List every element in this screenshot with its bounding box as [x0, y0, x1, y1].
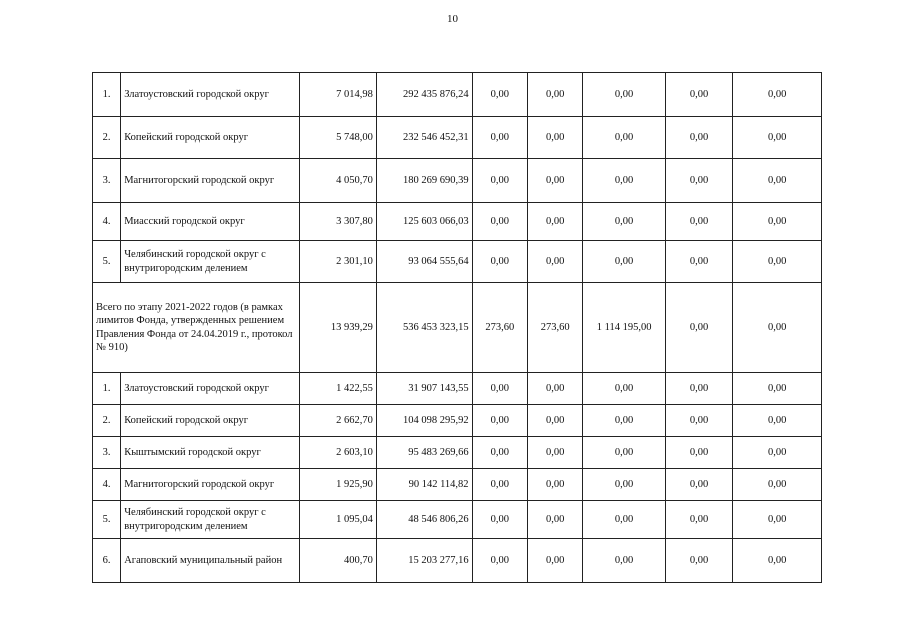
value-col-2: 0,00 — [527, 501, 582, 539]
value-col-2: 0,00 — [527, 539, 582, 583]
value-col-3: 0,00 — [583, 405, 666, 437]
cost-value: 15 203 277,16 — [376, 539, 472, 583]
cost-value: 180 269 690,39 — [376, 159, 472, 203]
value-col-5: 0,00 — [733, 405, 822, 437]
row-number: 3. — [93, 437, 121, 469]
value-col-4: 0,00 — [665, 405, 732, 437]
row-number: 2. — [93, 405, 121, 437]
municipality-name: Челябинский городской округ с внутригородским делением — [121, 501, 300, 539]
value-col-5: 0,00 — [733, 203, 822, 241]
value-col-2: 0,00 — [527, 373, 582, 405]
value-col-5: 0,00 — [733, 501, 822, 539]
value-col-2: 0,00 — [527, 437, 582, 469]
value-col-1: 0,00 — [472, 539, 527, 583]
row-number: 5. — [93, 501, 121, 539]
summary-col-1: 273,60 — [472, 283, 527, 373]
cost-value: 93 064 555,64 — [376, 241, 472, 283]
value-col-4: 0,00 — [665, 203, 732, 241]
table-row — [93, 159, 822, 203]
municipality-name: Челябинский городской округ с внутригородским делением — [121, 241, 300, 283]
table-row — [93, 203, 822, 241]
municipality-name: Магнитогорский городской округ — [121, 469, 300, 501]
value-col-5: 0,00 — [733, 117, 822, 159]
value-col-3: 0,00 — [583, 539, 666, 583]
value-col-1: 0,00 — [472, 241, 527, 283]
value-col-4: 0,00 — [665, 437, 732, 469]
area-value: 1 095,04 — [300, 501, 377, 539]
value-col-1: 0,00 — [472, 405, 527, 437]
area-value: 3 307,80 — [300, 203, 377, 241]
cost-value: 95 483 269,66 — [376, 437, 472, 469]
page-number: 10 — [447, 13, 458, 25]
area-value: 2 603,10 — [300, 437, 377, 469]
municipality-name: Кыштымский городской округ — [121, 437, 300, 469]
summary-row — [93, 283, 822, 373]
cost-value: 232 546 452,31 — [376, 117, 472, 159]
value-col-5: 0,00 — [733, 539, 822, 583]
row-number: 3. — [93, 159, 121, 203]
value-col-3: 0,00 — [583, 501, 666, 539]
value-col-5: 0,00 — [733, 437, 822, 469]
cost-value: 104 098 295,92 — [376, 405, 472, 437]
table-row — [93, 117, 822, 159]
cost-value: 31 907 143,55 — [376, 373, 472, 405]
value-col-3: 0,00 — [583, 469, 666, 501]
area-value: 400,70 — [300, 539, 377, 583]
value-col-3: 0,00 — [583, 159, 666, 203]
value-col-1: 0,00 — [472, 469, 527, 501]
row-number: 1. — [93, 73, 121, 117]
municipality-funding-table — [92, 72, 822, 583]
cost-value: 48 546 806,26 — [376, 501, 472, 539]
value-col-4: 0,00 — [665, 539, 732, 583]
value-col-1: 0,00 — [472, 437, 527, 469]
table-row — [93, 405, 822, 437]
value-col-3: 0,00 — [583, 373, 666, 405]
area-value: 2 301,10 — [300, 241, 377, 283]
value-col-2: 0,00 — [527, 405, 582, 437]
municipality-name: Златоустовский городской округ — [121, 373, 300, 405]
summary-area: 13 939,29 — [300, 283, 377, 373]
cost-value: 125 603 066,03 — [376, 203, 472, 241]
area-value: 1 925,90 — [300, 469, 377, 501]
municipality-name: Златоустовский городской округ — [121, 73, 300, 117]
value-col-5: 0,00 — [733, 469, 822, 501]
row-number: 4. — [93, 469, 121, 501]
area-value: 7 014,98 — [300, 73, 377, 117]
value-col-5: 0,00 — [733, 159, 822, 203]
value-col-2: 0,00 — [527, 117, 582, 159]
table-row — [93, 539, 822, 583]
cost-value: 90 142 114,82 — [376, 469, 472, 501]
row-number: 5. — [93, 241, 121, 283]
value-col-3: 0,00 — [583, 241, 666, 283]
value-col-4: 0,00 — [665, 73, 732, 117]
row-number: 2. — [93, 117, 121, 159]
municipality-name: Копейский городской округ — [121, 405, 300, 437]
row-number: 6. — [93, 539, 121, 583]
value-col-1: 0,00 — [472, 117, 527, 159]
summary-cost: 536 453 323,15 — [376, 283, 472, 373]
value-col-4: 0,00 — [665, 117, 732, 159]
summary-col-3: 1 114 195,00 — [583, 283, 666, 373]
row-number: 1. — [93, 373, 121, 405]
value-col-1: 0,00 — [472, 373, 527, 405]
value-col-4: 0,00 — [665, 159, 732, 203]
summary-col-2: 273,60 — [527, 283, 582, 373]
table-row — [93, 373, 822, 405]
value-col-4: 0,00 — [665, 373, 732, 405]
municipality-name: Миасский городской округ — [121, 203, 300, 241]
table-row — [93, 469, 822, 501]
table-row — [93, 241, 822, 283]
value-col-4: 0,00 — [665, 241, 732, 283]
value-col-3: 0,00 — [583, 203, 666, 241]
row-number: 4. — [93, 203, 121, 241]
value-col-3: 0,00 — [583, 437, 666, 469]
value-col-1: 0,00 — [472, 501, 527, 539]
summary-col-4: 0,00 — [665, 283, 732, 373]
value-col-2: 0,00 — [527, 469, 582, 501]
value-col-1: 0,00 — [472, 159, 527, 203]
value-col-3: 0,00 — [583, 73, 666, 117]
value-col-5: 0,00 — [733, 241, 822, 283]
municipality-name: Магнитогорский городской округ — [121, 159, 300, 203]
cost-value: 292 435 876,24 — [376, 73, 472, 117]
summary-col-5: 0,00 — [733, 283, 822, 373]
area-value: 1 422,55 — [300, 373, 377, 405]
municipality-name: Копейский городской округ — [121, 117, 300, 159]
area-value: 4 050,70 — [300, 159, 377, 203]
value-col-2: 0,00 — [527, 73, 582, 117]
table-row — [93, 437, 822, 469]
value-col-1: 0,00 — [472, 73, 527, 117]
value-col-4: 0,00 — [665, 469, 732, 501]
table-row — [93, 501, 822, 539]
area-value: 2 662,70 — [300, 405, 377, 437]
summary-label: Всего по этапу 2021-2022 годов (в рамках лимитов Фонда, утвержденных решением Правления Фонда от 24.04.2019 г., протокол № 910) — [93, 283, 300, 373]
municipality-name: Агаповский муниципальный район — [121, 539, 300, 583]
value-col-2: 0,00 — [527, 241, 582, 283]
value-col-2: 0,00 — [527, 159, 582, 203]
value-col-5: 0,00 — [733, 73, 822, 117]
table-row — [93, 73, 822, 117]
value-col-1: 0,00 — [472, 203, 527, 241]
value-col-5: 0,00 — [733, 373, 822, 405]
area-value: 5 748,00 — [300, 117, 377, 159]
value-col-2: 0,00 — [527, 203, 582, 241]
value-col-3: 0,00 — [583, 117, 666, 159]
value-col-4: 0,00 — [665, 501, 732, 539]
